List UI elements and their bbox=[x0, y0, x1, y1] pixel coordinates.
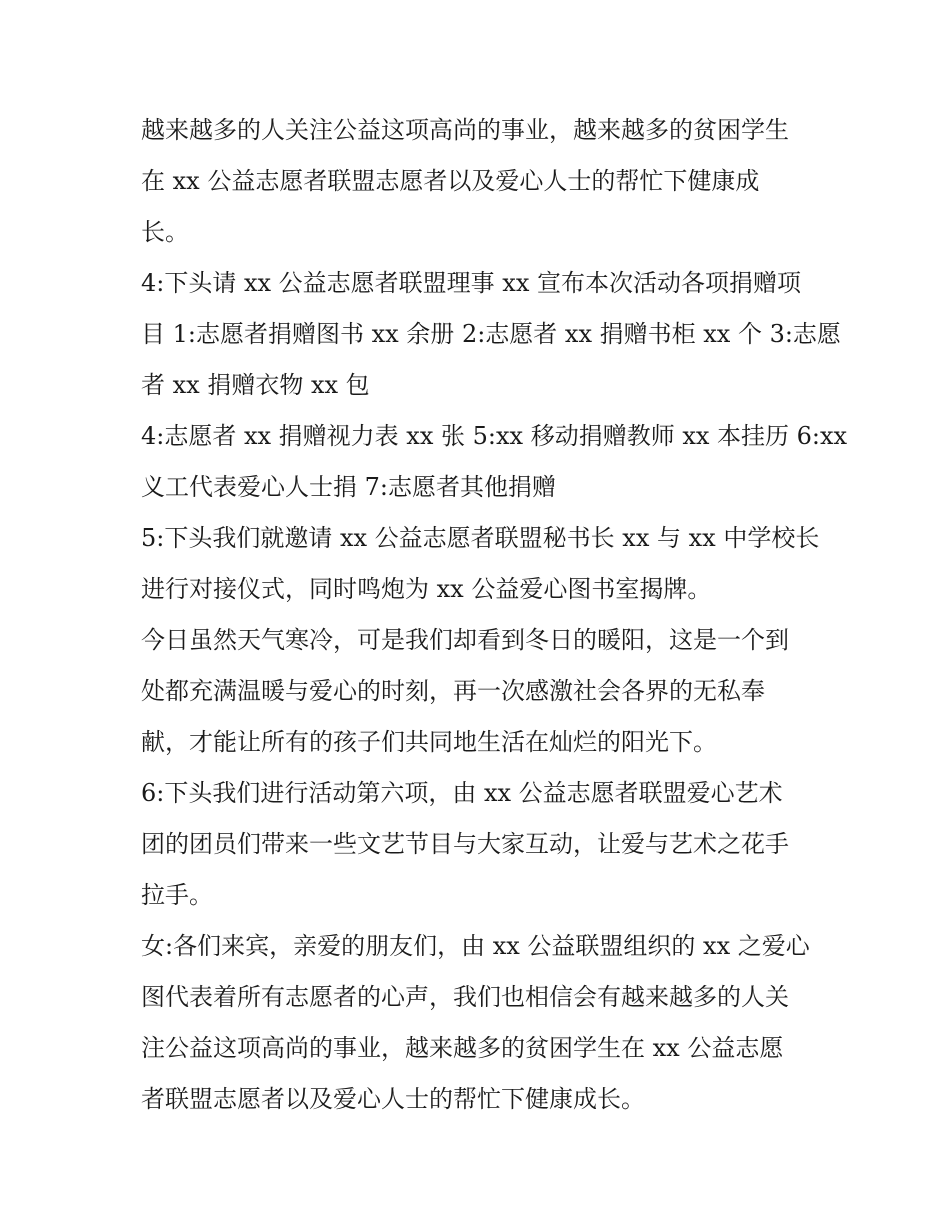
text-line: 长。 bbox=[141, 218, 189, 246]
paragraph-5 bbox=[141, 615, 821, 768]
text-line: 注公益这项高尚的事业，越来越多的贫困学生在 xx 公益志愿 bbox=[141, 1034, 784, 1062]
text-line: 义工代表爱心人士捐 7:志愿者其他捐赠 bbox=[141, 473, 556, 501]
text-line: 献，才能让所有的孩子们共同地生活在灿烂的阳光下。 bbox=[141, 728, 717, 756]
paragraph-3 bbox=[141, 411, 848, 513]
paragraph-2 bbox=[141, 258, 841, 411]
text-line: 拉手。 bbox=[141, 881, 213, 909]
text-line: 团的团员们带来一些文艺节目与大家互动，让爱与艺术之花手 bbox=[141, 830, 789, 858]
paragraph-7 bbox=[141, 921, 821, 1125]
document-body bbox=[141, 105, 848, 1125]
text-line: 目 1:志愿者捐赠图书 xx 余册 2:志愿者 xx 捐赠书柜 xx 个 3:志愿 bbox=[141, 320, 841, 348]
text-line: 4:下头请 xx 公益志愿者联盟理事 xx 宣布本次活动各项捐赠项 bbox=[141, 269, 802, 297]
paragraph-6 bbox=[141, 768, 821, 921]
text-line: 越来越多的人关注公益这项高尚的事业，越来越多的贫困学生 bbox=[141, 116, 789, 144]
text-line: 处都充满温暖与爱心的时刻，再一次感激社会各界的无私奉 bbox=[141, 677, 765, 705]
text-line: 今日虽然天气寒冷，可是我们却看到冬日的暖阳，这是一个到 bbox=[141, 626, 789, 654]
text-line: 图代表着所有志愿者的心声，我们也相信会有越来越多的人关 bbox=[141, 983, 789, 1011]
text-line: 者 xx 捐赠衣物 xx 包 bbox=[141, 371, 370, 399]
text-line: 5:下头我们就邀请 xx 公益志愿者联盟秘书长 xx 与 xx 中学校长 bbox=[141, 524, 820, 552]
text-line: 女:各们来宾，亲爱的朋友们，由 xx 公益联盟组织的 xx 之爱心 bbox=[141, 932, 810, 960]
text-line: 4:志愿者 xx 捐赠视力表 xx 张 5:xx 移动捐赠教师 xx 本挂历 6:xx bbox=[141, 422, 848, 450]
text-line: 6:下头我们进行活动第六项，由 xx 公益志愿者联盟爱心艺术 bbox=[141, 779, 783, 807]
text-line: 在 xx 公益志愿者联盟志愿者以及爱心人士的帮忙下健康成 bbox=[141, 167, 760, 195]
text-line: 进行对接仪式，同时鸣炮为 xx 公益爱心图书室揭牌。 bbox=[141, 575, 712, 603]
paragraph-4 bbox=[141, 513, 821, 615]
paragraph-1 bbox=[141, 105, 821, 258]
text-line: 者联盟志愿者以及爱心人士的帮忙下健康成长。 bbox=[141, 1085, 645, 1113]
